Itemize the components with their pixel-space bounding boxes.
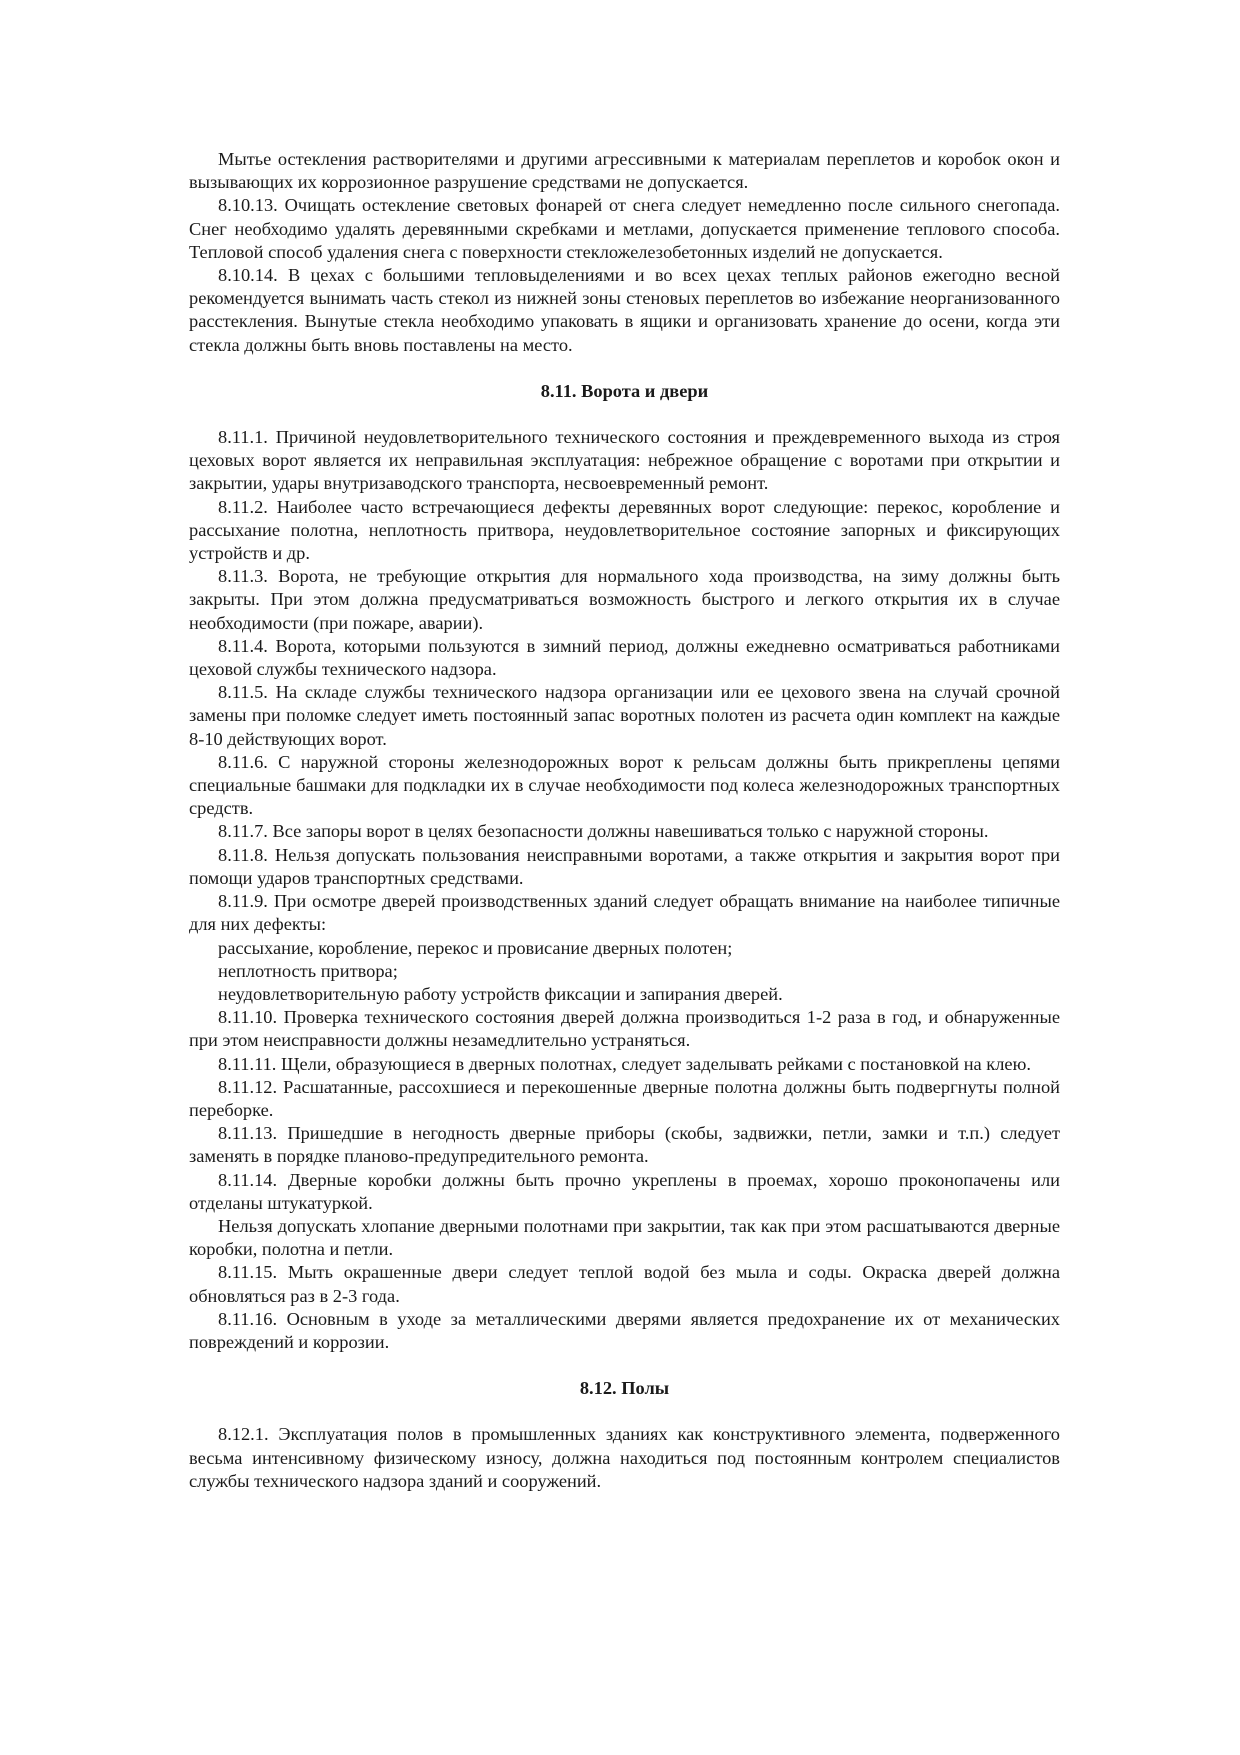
paragraph-8-11-1: 8.11.1. Причиной неудовлетворительного технического состояния и преждевременного выхода из строя цеховых ворот является их неправильная эксплуатация: небрежное обращение с воротами при открытии и закрытии, удары внутризаводского транспорта, несвоевременный ремонт. — [189, 427, 1060, 494]
paragraph-8-12-1: 8.12.1. Эксплуатация полов в промышленных зданиях как конструктивного элемента, подверженного весьма интенсивному физическому износу, должна находиться под постоянным контролем специалистов службы технического надзора зданий и сооружений. — [189, 1424, 1060, 1491]
document-page — [189, 148, 1060, 1493]
paragraph-8-11-12: 8.11.12. Расшатанные, рассохшиеся и перекошенные дверные полотна должны быть подвергнуты полной переборке. — [189, 1076, 1060, 1120]
paragraph-8-10-13: 8.10.13. Очищать остекление световых фонарей от снега следует немедленно после сильного снегопада. Снег необходимо удалять деревянными скребками и метлами, допускается применение теплового способа. Тепловой способ удаления снега с поверхности стекложелезобетонных изделий не допускается. — [189, 195, 1060, 262]
paragraph-8-11-8: 8.11.8. Нельзя допускать пользования неисправными воротами, а также открытия и закрытия ворот при помощи ударов транспортных средствами. — [189, 844, 1060, 888]
paragraph-8-11-4: 8.11.4. Ворота, которыми пользуются в зимний период, должны ежедневно осматриваться работниками цеховой службы технического надзора. — [189, 635, 1060, 680]
paragraph-glass-washing: Мытье остекления растворителями и другими агрессивными к материалам переплетов и коробок окон и вызывающих их коррозионное разрушение средствами не допускается. — [189, 149, 1060, 193]
list-item-door-defect-2: неплотность притвора; — [218, 960, 398, 981]
paragraph-8-11-15: 8.11.15. Мыть окрашенные двери следует теплой водой без мыла и соды. Окраска дверей должна обновляться раз в 2-3 года. — [189, 1262, 1060, 1306]
paragraph-8-11-9: 8.11.9. При осмотре дверей производственных зданий следует обращать внимание на наиболее типичные для них дефекты: — [189, 891, 1060, 935]
paragraph-8-11-11: 8.11.11. Щели, образующиеся в дверных полотнах, следует заделывать рейками с постановкой на клею. — [218, 1053, 1031, 1074]
paragraph-8-11-10: 8.11.10. Проверка технического состояния дверей должна производиться 1-2 раза в год, и обнаруженные при этом неисправности должны незамедлительно устраняться. — [189, 1007, 1060, 1051]
paragraph-8-10-14: 8.10.14. В цехах с большими тепловыделениями и во всех цехах теплых районов ежегодно весной рекомендуется вынимать часть стекол из нижней зоны стеновых переплетов во избежание неорганизованного расстекления. Вынутые стекла необходимо упаковать в ящики и организовать хранение до осени, когда эти стекла должны быть вновь поставлены на место. — [189, 265, 1060, 355]
paragraph-8-11-3: 8.11.3. Ворота, не требующие открытия для нормального хода производства, на зиму должны быть закрыты. При этом должна предусматриваться возможность быстрого и легкого открытия их в случае необходимости (при пожаре, аварии). — [189, 566, 1060, 633]
paragraph-8-11-5: 8.11.5. На складе службы технического надзора организации или ее цехового звена на случай срочной замены при поломке следует иметь постоянный запас воротных полотен из расчета один комплект на каждые 8-10 действующих ворот. — [189, 682, 1060, 749]
paragraph-8-11-6: 8.11.6. С наружной стороны железнодорожных ворот к рельсам должны быть прикреплены цепями специальные башмаки для подкладки их в случае необходимости под колеса железнодорожных транспортных средств. — [189, 751, 1060, 819]
paragraph-8-11-14: 8.11.14. Дверные коробки должны быть прочно укреплены в проемах, хорошо проконопачены или отделаны штукатуркой. — [189, 1169, 1060, 1213]
paragraph-8-11-2: 8.11.2. Наиболее часто встречающиеся дефекты деревянных ворот следующие: перекос, коробление и рассыхание полотна, неплотность притвора, неудовлетворительное состояние запорных и фиксирующих устройств и др. — [189, 496, 1060, 564]
list-item-door-defect-3: неудовлетворительную работу устройств фиксации и запирания дверей. — [218, 983, 783, 1004]
paragraph-8-11-7: 8.11.7. Все запоры ворот в целях безопасности должны навешиваться только с наружной стороны. — [218, 821, 989, 842]
list-item-door-defect-1: рассыхание, коробление, перекос и провисание дверных полотен; — [218, 937, 733, 958]
paragraph-8-11-13: 8.11.13. Пришедшие в негодность дверные приборы (скобы, задвижки, петли, замки и т.п.) следует заменять в порядке планово-предупредительного ремонта. — [189, 1123, 1060, 1167]
section-heading-8-11: 8.11. Ворота и двери — [540, 380, 709, 401]
paragraph-door-slamming: Нельзя допускать хлопание дверными полотнами при закрытии, так как при этом расшатываются дверные коробки, полотна и петли. — [189, 1215, 1060, 1260]
section-heading-8-12: 8.12. Полы — [579, 1378, 670, 1399]
paragraph-8-11-16: 8.11.16. Основным в уходе за металлическими дверями является предохранение их от механических повреждений и коррозии. — [189, 1308, 1060, 1352]
